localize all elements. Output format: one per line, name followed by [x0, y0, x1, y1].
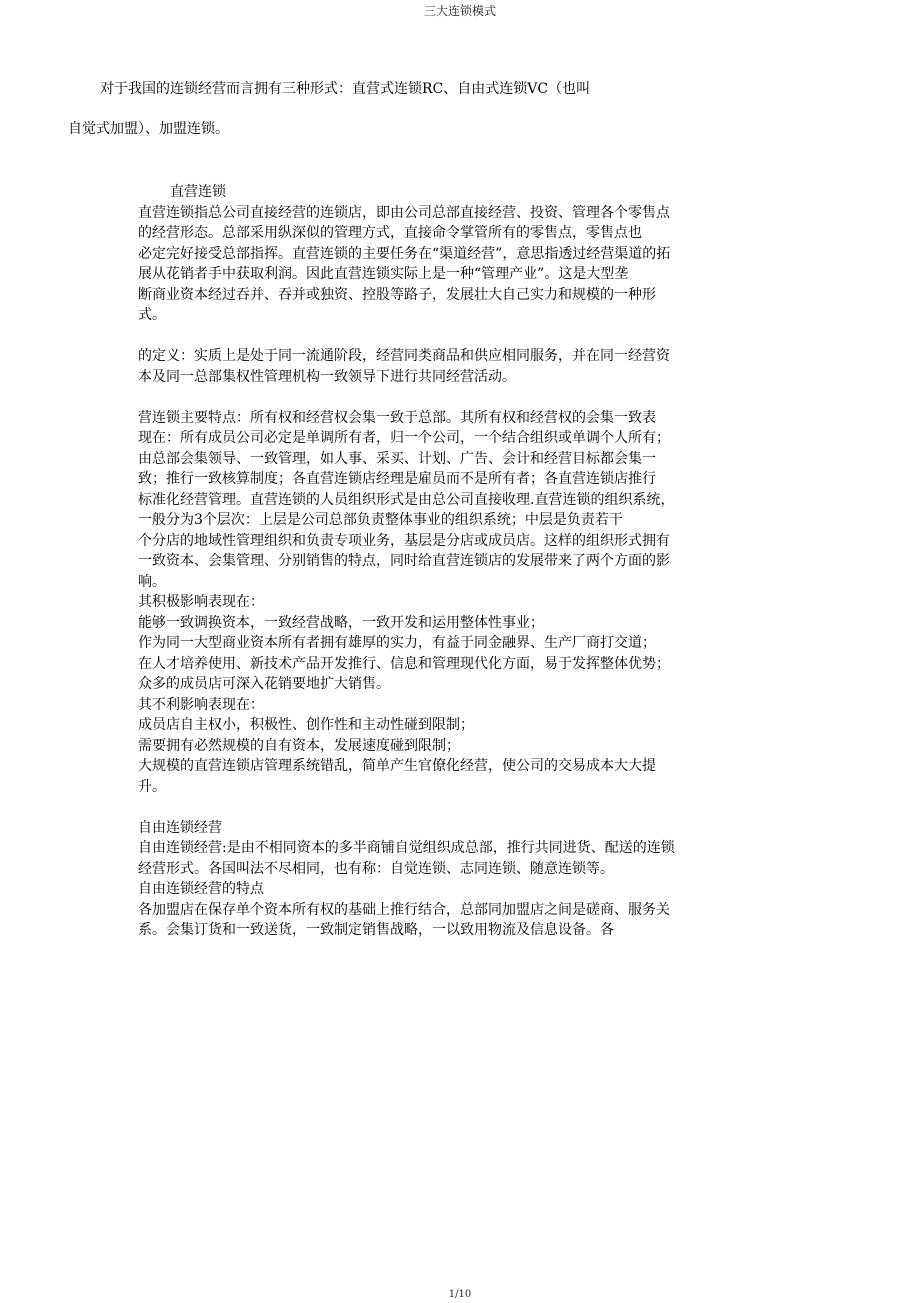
paragraph: 能够一致调换资本，一致经营战略，一致开发和运用整体性事业；: [138, 614, 544, 631]
paragraph: 个分店的地域性管理组织和负责专项业务，基层是分店或成员店。这样的组织形式拥有一致资本、会集管理、分别销售的特点，同时给直营连锁店的发展带来了两个方面的影响。: [138, 532, 670, 590]
paragraph: 众多的成员店可深入花销要地扩大销售。: [138, 676, 390, 692]
paragraph: 现在：所有成员公司必定是单调所有者，归一个公司，一个结合组织或单调个人所有；: [138, 430, 670, 446]
paragraph: 需要拥有必然规模的自有资本，发展速度碰到限制；: [138, 737, 460, 754]
paragraph: 大规模的直营连锁店管理系统错乱，简单产生官僚化经营，使公司的交易成本大大提升。: [138, 758, 656, 795]
paragraph: 在人才培养使用、新技术产品开发推行、信息和管理现代化方面，易于发挥整体优势；: [138, 655, 670, 672]
paragraph: 自由连锁经营:是由不相同资本的多半商铺自觉组织成总部，推行共同进货、配送的连锁经营形式。各国叫法不尽相同，也有称：自觉连锁、志同连锁、随意连锁等。: [138, 840, 675, 877]
paragraph: 由总部会集领导、一致管理，如人事、采买、计划、广告、会计和经营目标都会集一致；推行一致核算制度；各直营连锁店经理是雇员而不是所有者；各直营连锁店推行: [138, 450, 656, 487]
document-body: [138, 182, 683, 941]
paragraph: 成员店自主权小，积极性、创作性和主动性碰到限制；: [138, 717, 474, 733]
spacer: [138, 326, 683, 347]
paragraph: 的定义：实质上是处于同一流通阶段，经营同类商品和供应相同服务，并在同一经营资本及同一总部集权性管理机构一致领导下进行共同经营活动。: [138, 348, 670, 385]
paragraph: 各加盟店在保存单个资本所有权的基础上推行结合，总部同加盟店之间是磋商、服务关系。会集订货和一致送货，一致制定销售战略，一以致用物流及信息设备。各: [138, 901, 670, 938]
section-title-direct-chain: 直营连锁: [170, 184, 226, 200]
paragraph: 标准化经营管理。直营连锁的人员组织形式是由总公司直接收理.直营连锁的组织系统，一般分为3个层次：上层是公司总部负责整体事业的组织系统；中层是负责若干: [138, 491, 675, 528]
paragraph: 自由连锁经营的特点: [138, 881, 264, 897]
spacer: [138, 387, 683, 408]
paragraph: 营连锁主要特点：所有权和经营权会集一致于总部。其所有权和经营权的会集一致表: [138, 409, 656, 426]
paragraph: 断商业资本经过吞并、吞并或独资、控股等路子，发展壮大自己实力和规模的一种形式。: [138, 286, 656, 323]
paragraph: 其积极影响表现在：: [138, 594, 264, 610]
section-title-voluntary-chain: 自由连锁经营: [138, 819, 222, 836]
intro-line-1: 对于我国的连锁经营而言拥有三种形式：直营式连锁RC、自由式连锁VC（也叫: [100, 81, 591, 97]
intro-paragraph: [68, 76, 668, 142]
paragraph: 必定完好接受总部指挥。直营连锁的主要任务在“渠道经营”，意思指透过经营渠道的拓展从花销者手中获取利润。因此直营连锁实际上是一种“管理产业”。这是大型垄: [138, 245, 671, 282]
paragraph: 其不利影响表现在：: [138, 696, 264, 713]
page-number: 1/10: [448, 1289, 472, 1300]
document-header-title: 三大连锁模式: [423, 4, 496, 18]
paragraph: 直营连锁指总公司直接经营的连锁店，即由公司总部直接经营、投资、管理各个零售点的经营形态。总部采用纵深似的管理方式，直接命令掌管所有的零售点，零售点也: [138, 204, 670, 241]
intro-line-2: 自觉式加盟）、加盟连锁。: [68, 121, 229, 137]
paragraph: 作为同一大型商业资本所有者拥有雄厚的实力，有益于同金融界、生产厂商打交道；: [138, 635, 656, 651]
spacer: [138, 797, 683, 818]
